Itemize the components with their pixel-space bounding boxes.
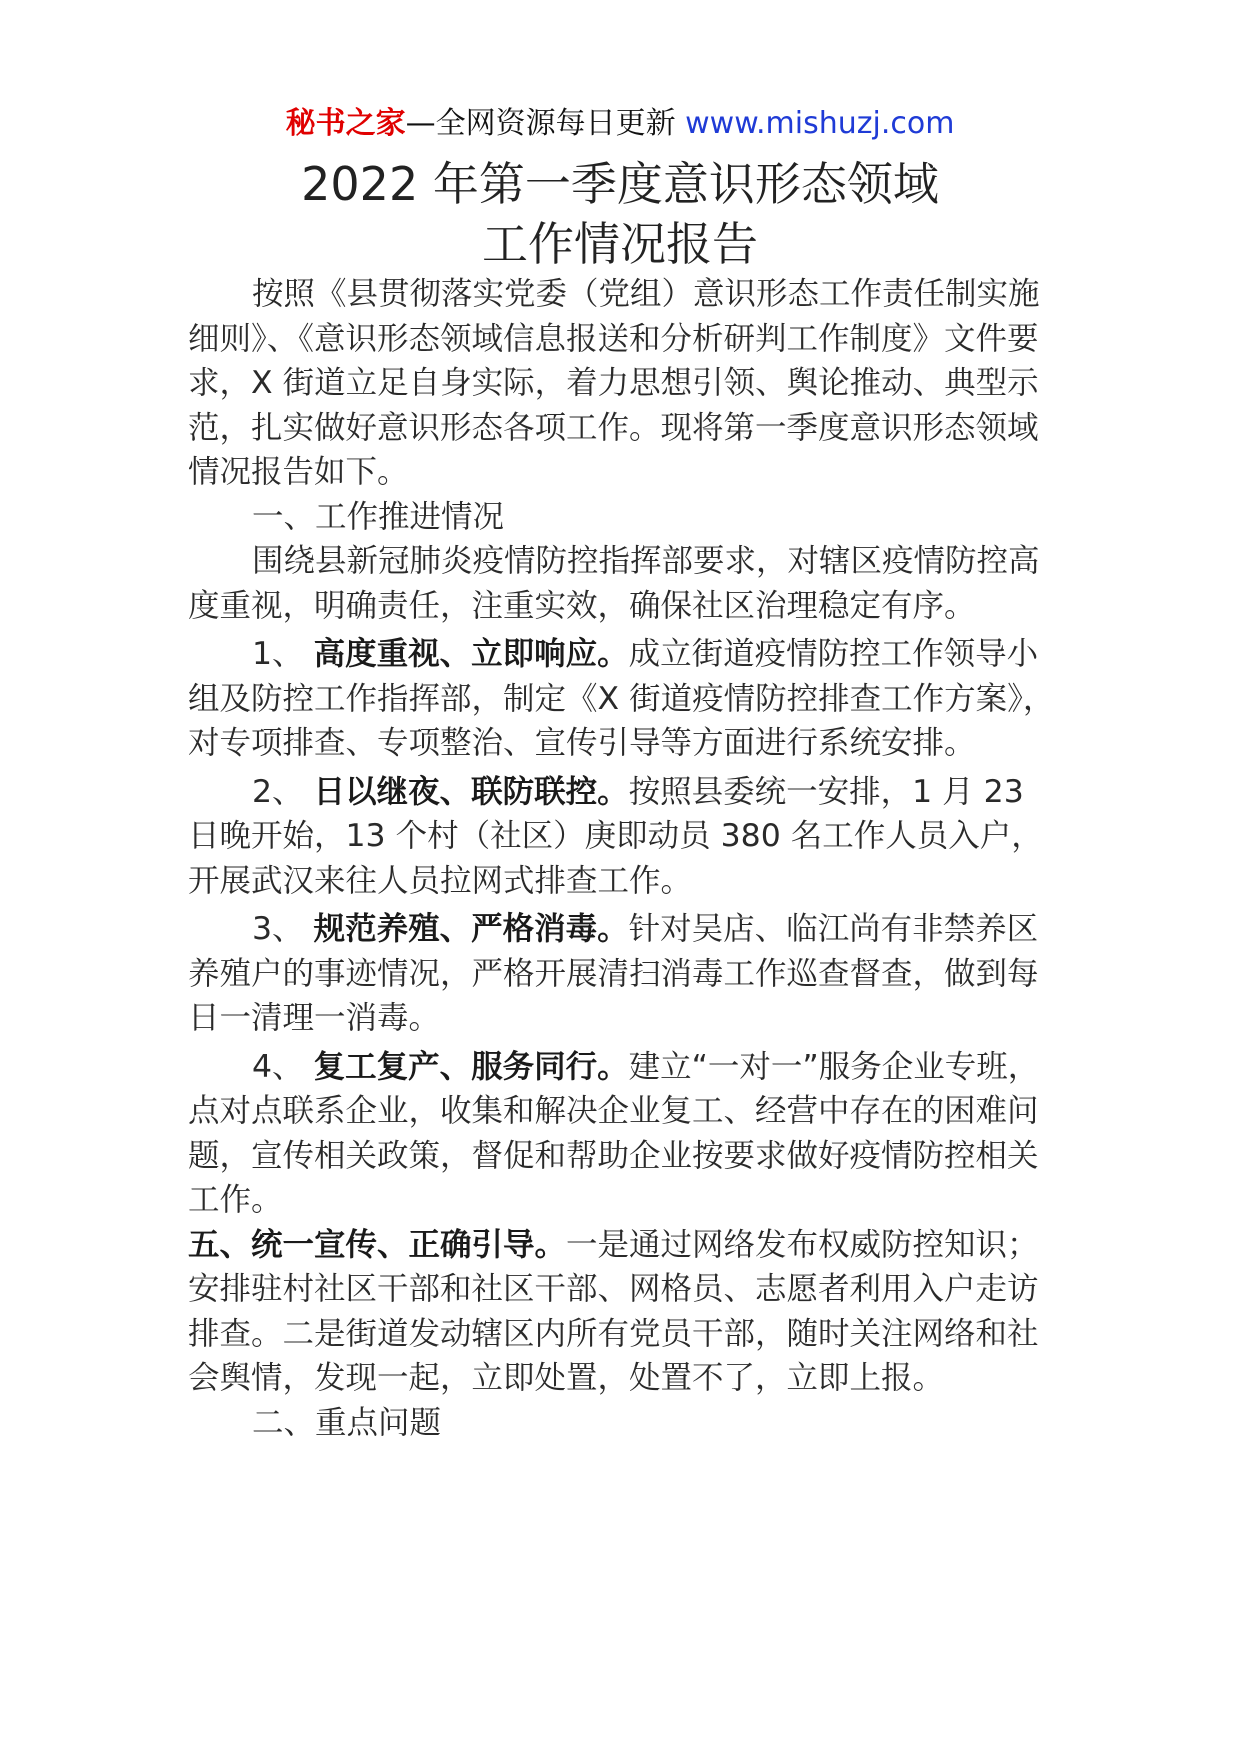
document-title-line-2: 工作情况报告 [482,217,758,271]
list-item-heading: 五、统一宣传、正确引导。 [188,1226,567,1263]
list-item-text: 一是通过网络发布权威防控知识；安排驻村社区干部和社区干部、网格员、志愿者利用入户走访排查。二是街道发动辖区内所有党员干部，随时关注网络和社会舆情，发现一起，立即处置，处置不了，立即上报。 [188,1226,1039,1396]
section-1-heading: 一、工作推进情况 [252,498,505,535]
list-item-number: 2、 [252,773,314,810]
brand-name: 秘书之家 [285,106,406,141]
list-item-heading: 复工复产、服务同行。 [313,1048,629,1085]
list-item-text: 针对吴店、临江尚有非禁养区养殖户的事迹情况，严格开展清扫消毒工作巡查督查，做到每日一清理一消毒。 [188,911,1039,1036]
list-item-text: 按照县委统一安排，1 月 23 日晚开始，13 个村（社区）庚即动员 380 名工作人员入户，开展武汉来往人员拉网式排查工作。 [188,773,1043,899]
document-body [188,272,1058,1445]
intro-paragraph: 按照《县贯彻落实党委（党组）意识形态工作责任制实施细则》、《意识形态领域信息报送和分析研判工作制度》文件要求，X 街道立足自身实际，着力思想引领、舆论推动、典型示范，扎实做好意识形态各项工作。现将第一季度意识形态领域情况报告如下。 [188,276,1040,490]
section-1-intro: 围绕县新冠肺炎疫情防控指挥部要求，对辖区疫情防控高度重视，明确责任，注重实效，确保社区治理稳定有序。 [188,543,1040,624]
list-item-2 [188,770,1058,904]
list-item-heading: 日以继夜、联防联控。 [313,773,629,810]
list-item-5 [188,1223,1058,1401]
list-item-number: 3、 [252,911,314,947]
list-item-4 [188,1045,1058,1223]
header-slogan: —全网资源每日更新 [405,106,686,141]
list-item-1 [188,632,1058,766]
list-item-heading: 规范养殖、严格消毒。 [313,911,629,947]
list-item-text: 成立街道疫情防控工作领导小组及防控工作指挥部，制定《X 街道疫情防控排查工作方案》，对专项排查、专项整治、宣传引导等方面进行系统安排。 [188,636,1055,761]
header-url[interactable]: www.mishuzj.com [685,106,955,141]
site-header [0,104,1240,144]
document-title-line-1: 2022 年第一季度意识形态领域 [301,157,939,211]
list-item-heading: 高度重视、立即响应。 [313,636,629,672]
list-item-number: 4、 [252,1048,314,1085]
list-item-3 [188,907,1058,1041]
list-item-number: 1、 [252,636,314,672]
section-2-heading: 二、重点问题 [252,1404,442,1441]
list-item-text: 建立“一对一”服务企业专班，点对点联系企业，收集和解决企业复工、经营中存在的困难问题，宣传相关政策，督促和帮助企业按要求做好疫情防控相关工作。 [188,1048,1040,1218]
